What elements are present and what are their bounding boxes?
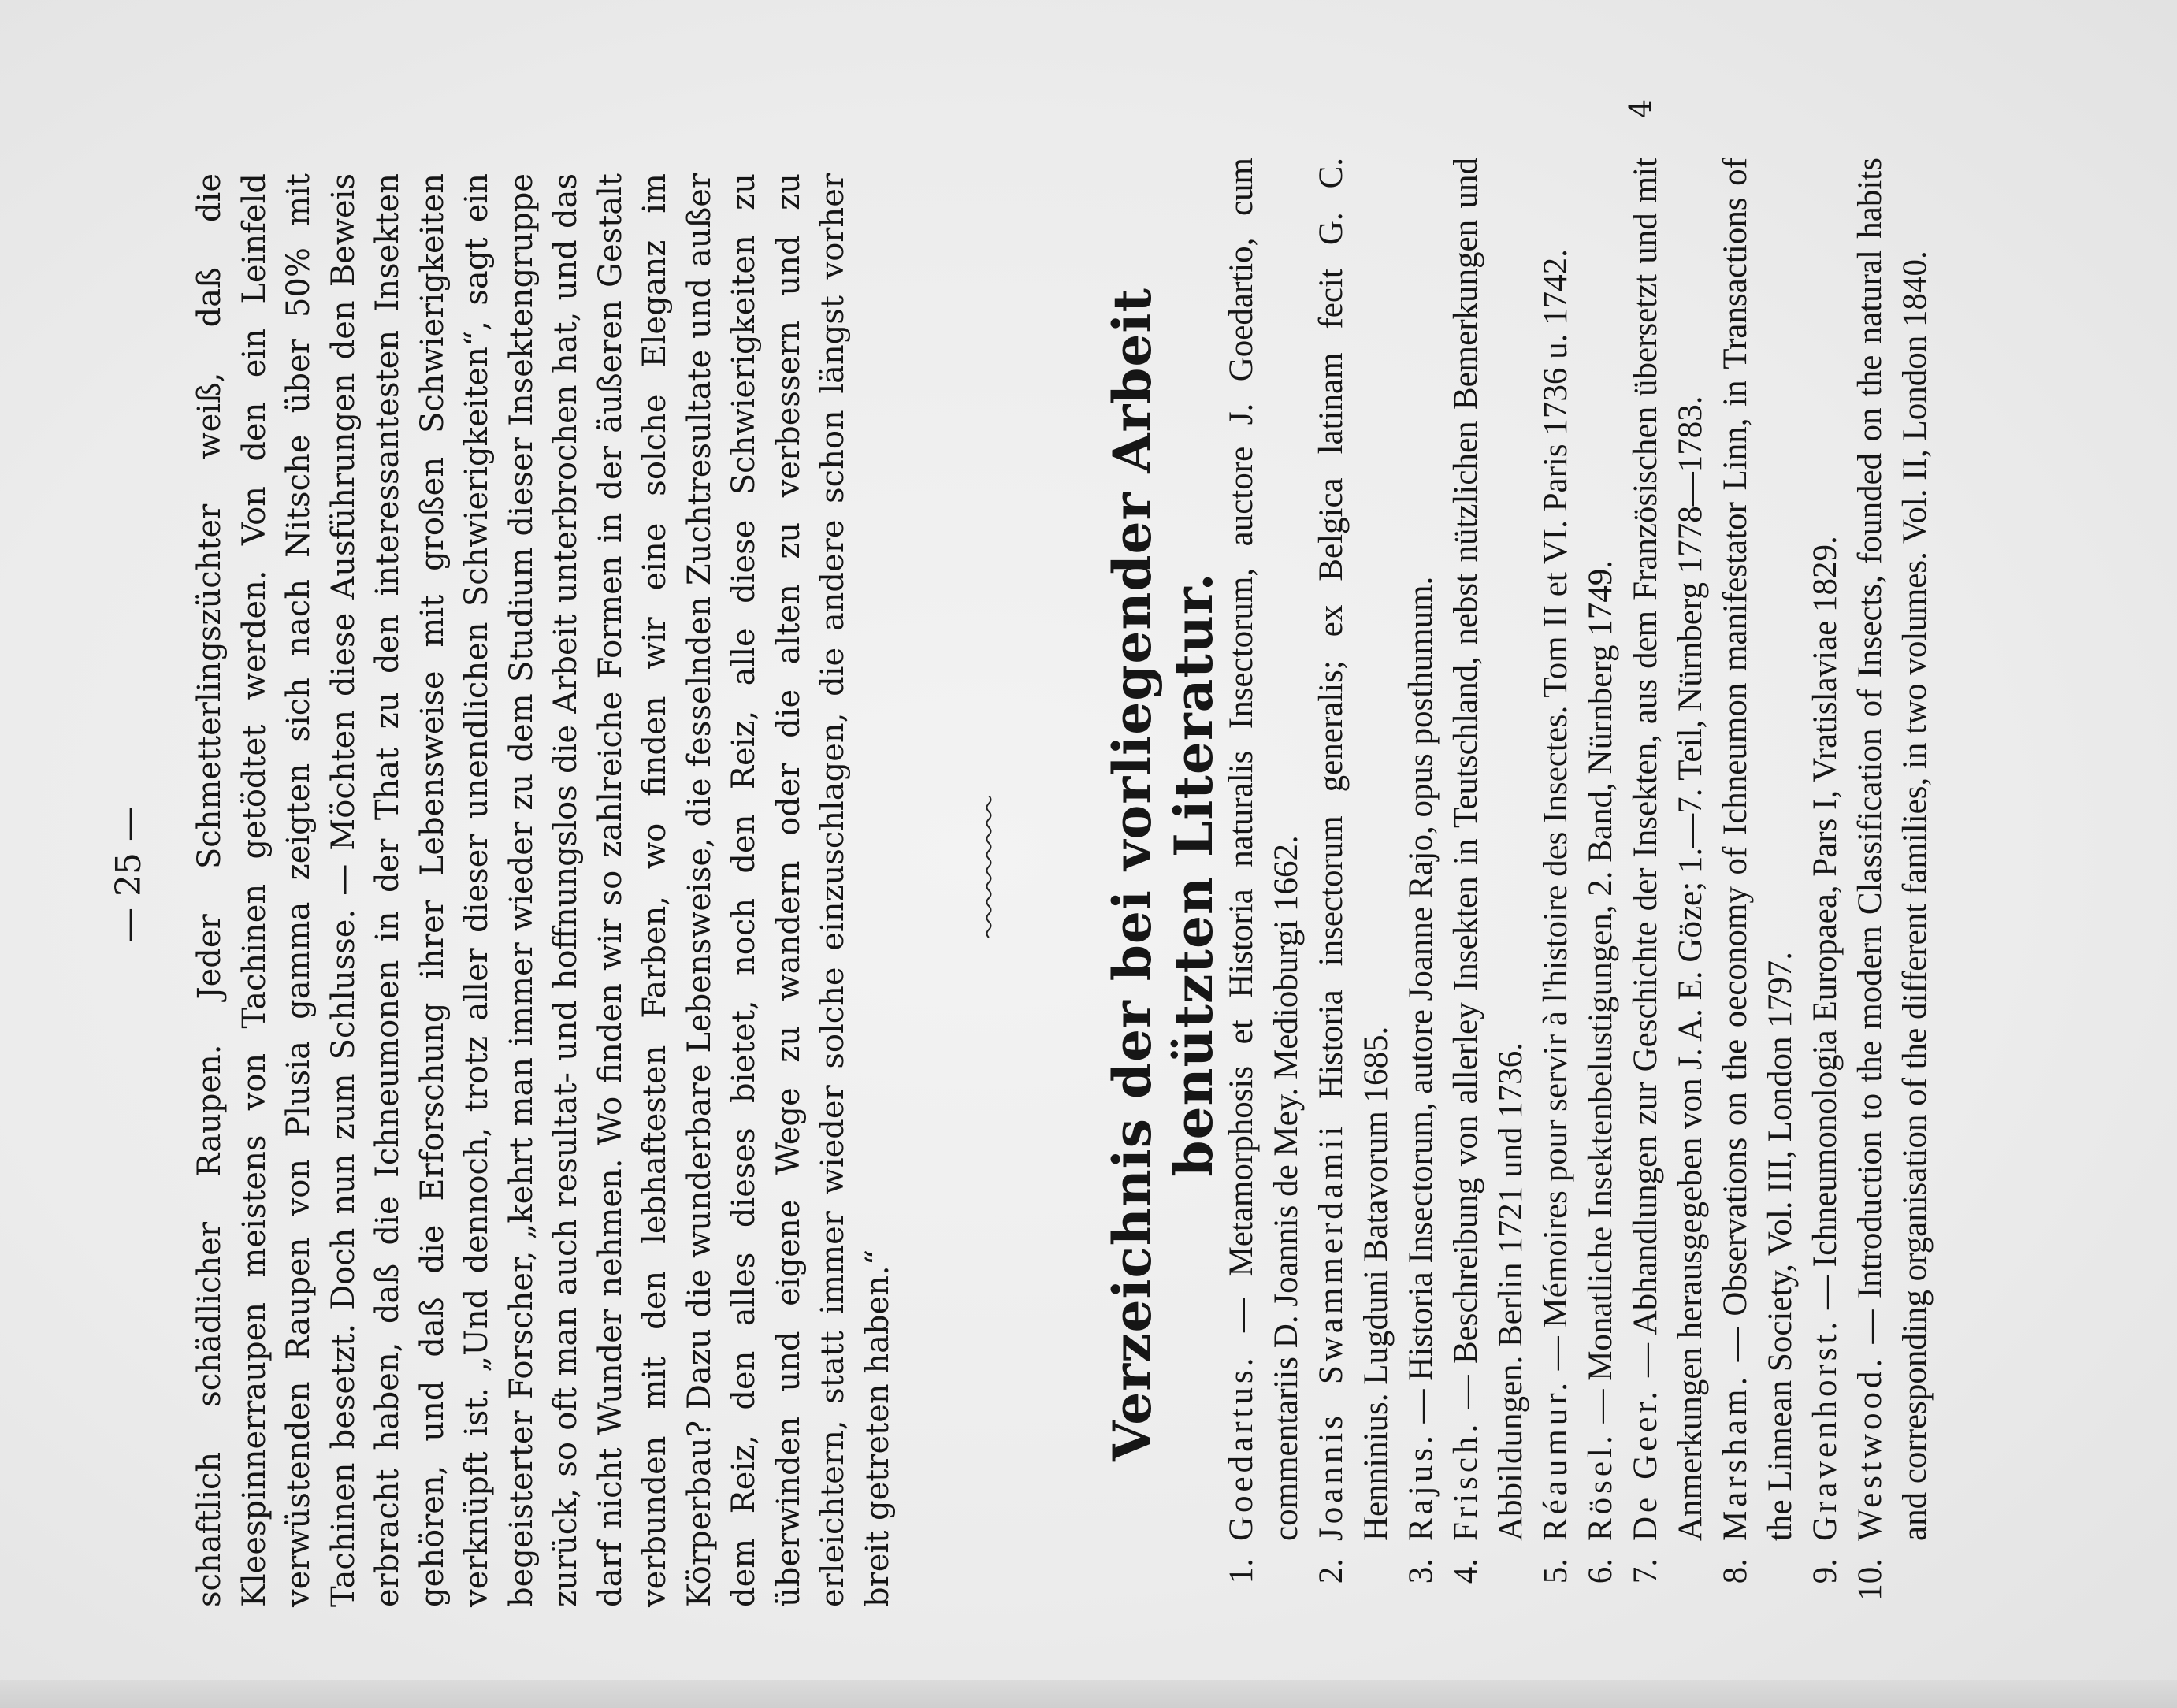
reference-number: 6.: [1582, 1558, 1619, 1584]
reference-number: 10.: [1852, 1558, 1889, 1601]
reference-author: Frisch.: [1447, 1420, 1484, 1541]
reference-body: — Mémoires pour servir à l'histoire des Insectes. Tom II et VI. Paris 1736 u. 1742.: [1537, 249, 1574, 1379]
reference-author: Marsham.: [1717, 1372, 1754, 1541]
reference-item: [1623, 158, 1713, 1615]
reference-number: 2.: [1313, 1558, 1350, 1584]
reference-item: [1803, 158, 1848, 1615]
section-divider: [985, 796, 993, 938]
reference-number: 4.: [1447, 1558, 1484, 1584]
reference-body: — Beschreibung von allerley Insekten in Teutschland, nebst nützlichen Bemerkungen und Abbildungen. Berlin 1721 und 1736.: [1447, 158, 1529, 1541]
reference-text: [1848, 158, 1937, 1541]
reference-text: [1309, 158, 1399, 1541]
reference-body: Historia insectorum generalis; ex Belgica latinam fecit G. C. Henninius. Lugduni Batavorum 1685.: [1313, 158, 1395, 1541]
reference-number: 5.: [1537, 1558, 1574, 1584]
reference-text: [1713, 158, 1803, 1541]
reference-body: — Historia Insectorum, autore Joanne Rajo, opus posthumum.: [1402, 576, 1440, 1432]
reference-text: [1219, 158, 1309, 1541]
reference-author: Rösel.: [1582, 1431, 1619, 1541]
reference-body: — Introduction to the modern Classification of Insects, founded on the natural habits and corresponding organisation of the different families, in two volumes. Vol. II, London 1840.: [1852, 158, 1934, 1541]
rotated-document-page: [47, 87, 2096, 1662]
reference-author: Joannis Swammerdamii: [1313, 1122, 1350, 1541]
reference-number: 3.: [1402, 1558, 1440, 1584]
reference-body: — Abhandlungen zur Geschichte der Insekten, aus dem Französischen übersetzt und mit Anmerkungen herausgegeben von J. A. E. Göze; 1.—7. Teil, Nürnberg 1778—1783.: [1627, 157, 1709, 1541]
reference-item: [1219, 158, 1309, 1615]
reference-item: [1443, 158, 1533, 1615]
reference-item: [1713, 158, 1803, 1615]
reference-text: [1533, 158, 1578, 1541]
reference-item: [1399, 158, 1443, 1615]
reference-author: Rajus.: [1402, 1431, 1440, 1541]
bibliography-heading: Verzeichnis der bei vorliegender Arbeit benützten Literatur.: [1102, 288, 1224, 1461]
reference-list: [1219, 158, 1937, 1615]
reference-body: — Ichneumonologia Europaea, Pars I, Vratislaviae 1829.: [1807, 536, 1844, 1318]
page-number: — 25 —: [109, 807, 149, 942]
reference-body: — Observations on the oeconomy of Ichneumon manifestator Linn, in Transactions of the Linnean Society, Vol. III, London 1797.: [1717, 158, 1799, 1541]
reference-number: 7.: [1627, 1558, 1664, 1584]
reference-number: 9.: [1807, 1558, 1844, 1584]
reference-text: [1578, 158, 1623, 1541]
signature-mark: 4: [1623, 98, 1658, 118]
reference-body: — Metamorphosis et Historia naturalis Insectorum, auctore J. Goedartio, cum commentariis D. Joannis de Mey. Medioburgi 1662.: [1223, 158, 1305, 1541]
reference-item: [1848, 158, 1937, 1615]
reference-author: Westwood.: [1852, 1354, 1889, 1541]
reference-number: 1.: [1223, 1558, 1260, 1584]
reference-author: Réaumur.: [1537, 1379, 1574, 1541]
reference-item: [1533, 158, 1578, 1615]
reference-text: [1623, 158, 1713, 1541]
reference-text: [1443, 158, 1533, 1541]
scan-bottom-edge: [0, 1680, 2177, 1708]
reference-author: Goedartus.: [1223, 1353, 1260, 1541]
reference-text: [1803, 158, 1848, 1541]
reference-text: [1399, 158, 1443, 1541]
reference-number: 8.: [1717, 1558, 1754, 1584]
body-paragraph: schaftlich schädlicher Raupen. Jeder Schmetterlingszüchter weiß, daß die Kleespinnerraupen meistens von Tachinen getödtet werden. Von den ein Leinfeld verwüstenden Raupen von Plusia gamma zeigten sich nach Nitsche über 50% mit Tachinen besetzt. Doch nun zum Schlusse. — Möchten diese Ausführungen den Beweis erbracht haben, daß die Ichneumonen in der That zu den interessantesten Insekten gehören, und daß die Erforschung ihrer Lebensweise mit großen Schwierigkeiten verknüpft ist. „Und dennoch, trotz aller dieser unendlichen Schwierigkeiten“, sagt ein begeisterter Forscher, „kehrt man immer wieder zu dem Studium dieser Insektengruppe zurück, so oft man auch resultat- und hoffnungslos die Arbeit unterbrochen hat, und das darf nicht Wunder nehmen. Wo finden wir so zahlreiche Formen in der äußeren Gestalt verbunden mit den lebhaftesten Farben, wo finden wir eine solche Eleganz im Körperbau? Dazu die wunderbare Lebensweise, die fesselnden Zuchtresultate und außer dem Reiz, den alles dieses bietet, noch den Reiz, alle diese Schwierigkeiten zu überwinden und eigene Wege zu wandern oder die alten zu verbessern und zu erleichtern, statt immer wieder solche einzuschlagen, die andere schon längst vorher breit getreten haben.“: [191, 173, 896, 1607]
reference-author: De Geer.: [1627, 1387, 1664, 1541]
reference-item: [1578, 158, 1623, 1615]
reference-item: [1309, 158, 1399, 1615]
reference-author: Gravenhorst.: [1807, 1317, 1844, 1541]
reference-body: — Monatliche Insektenbelustigungen, 2. Band, Nürnberg 1749.: [1582, 560, 1619, 1432]
